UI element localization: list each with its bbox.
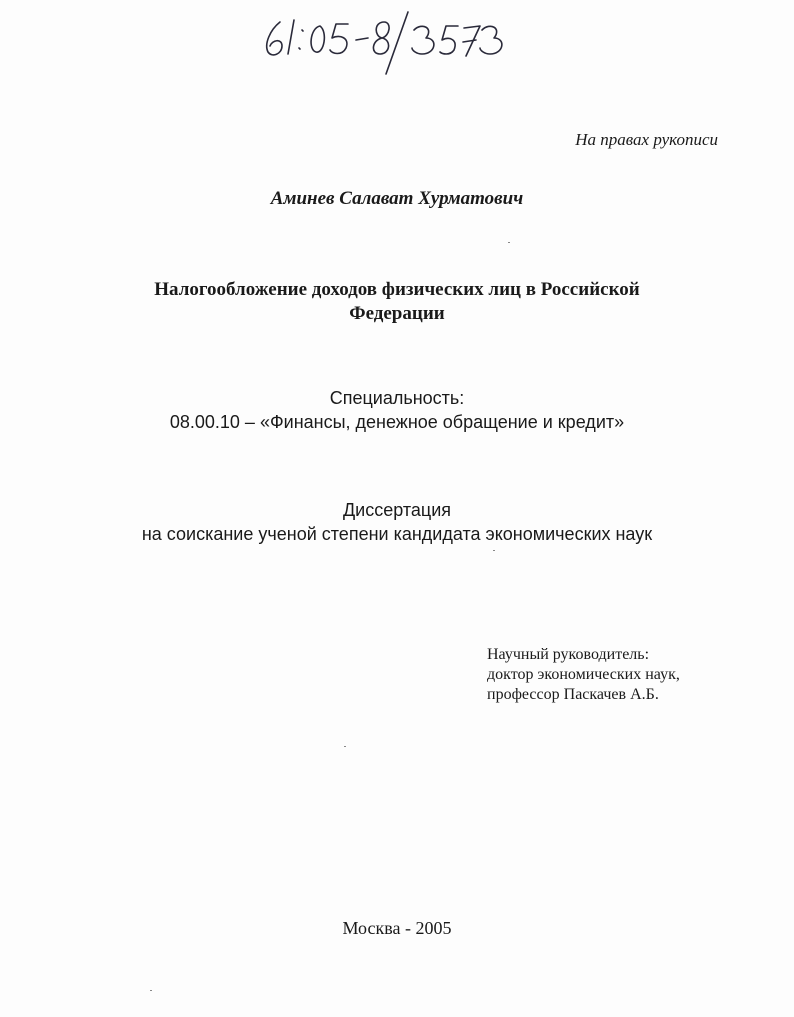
title-line-2: Федерации — [349, 303, 445, 324]
handwritten-archive-mark — [258, 8, 508, 78]
dissertation-label: Диссертация — [342, 500, 452, 520]
supervisor-block — [487, 645, 680, 705]
dissertation-title — [150, 278, 644, 326]
specialty-label: Специальность: — [329, 388, 465, 408]
author-name: Аминев Салават Хурматович — [270, 188, 524, 209]
scan-speck — [150, 990, 152, 991]
city-year: Москва - 2005 — [342, 918, 452, 938]
title-line-1: Налогообложение доходов физических лиц в Российской — [154, 279, 640, 300]
scan-speck — [344, 746, 346, 747]
specialty-code-name: 08.00.10 – «Финансы, денежное обращение и кредит» — [169, 412, 625, 432]
manuscript-note: На правах рукописи — [575, 130, 718, 149]
specialty-block — [0, 386, 794, 434]
supervisor-line-2: доктор экономических наук, — [487, 666, 680, 683]
dissertation-degree: на соискание ученой степени кандидата экономических наук — [141, 524, 653, 544]
handwritten-archive-mark-drawing — [258, 8, 508, 78]
dissertation-block — [0, 498, 794, 546]
supervisor-line-1: Научный руководитель: — [487, 646, 650, 663]
scan-speck — [493, 550, 495, 551]
supervisor-line-3: профессор Паскачев А.Б. — [487, 686, 659, 703]
scan-speck — [508, 242, 510, 243]
